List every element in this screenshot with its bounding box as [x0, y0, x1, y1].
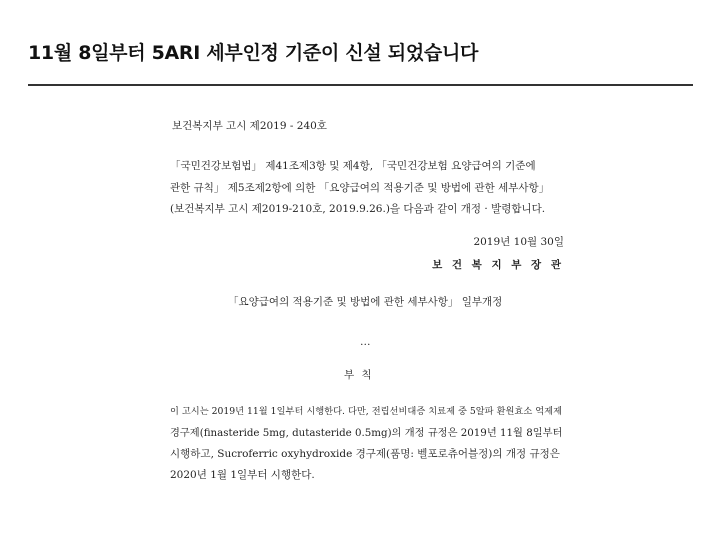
minister-signature: 보 건 복 지 부 장 관: [432, 259, 564, 271]
intro-line: 「국민건강보험법」 제41조제3항 및 제4항, 「국민건강보험 요양급여의 기준에: [170, 160, 536, 172]
document-date: 2019년 10월 30일: [473, 236, 564, 248]
amendment-heading: 「요양급여의 적용기준 및 방법에 관한 세부사항」 일부개정: [228, 296, 503, 308]
body-line: 2020년 1월 1일부터 시행한다.: [170, 469, 315, 481]
body-line: 시행하고, Sucroferric oxyhydroxide 경구제(품명: 벨포로츄어블정)의 개정 규정은: [170, 448, 560, 460]
document-header: 보건복지부 고시 제2019 - 240호: [172, 120, 327, 132]
supplementary-provisions-heading: 부 칙: [344, 369, 374, 381]
intro-line: 관한 규칙」 제5조제2항에 의한 「요양급여의 적용기준 및 방법에 관한 세부사항」: [170, 182, 550, 194]
slide-title: 11월 8일부터 5ARI 세부인정 기준이 신설 되었습니다: [28, 42, 479, 64]
omission-mark: …: [360, 336, 371, 348]
body-line: 경구제(finasteride 5mg, dutasteride 0.5mg)의 개정 규정은 2019년 11월 8일부터: [170, 427, 563, 439]
title-divider: [28, 84, 693, 86]
intro-line: (보건복지부 고시 제2019-210호, 2019.9.26.)을 다음과 같이 개정 · 발령합니다.: [170, 203, 546, 215]
body-line: 이 고시는 2019년 11월 1일부터 시행한다. 다만, 전립선비대증 치료제 중 5알파 환원효소 억제제: [170, 406, 563, 417]
